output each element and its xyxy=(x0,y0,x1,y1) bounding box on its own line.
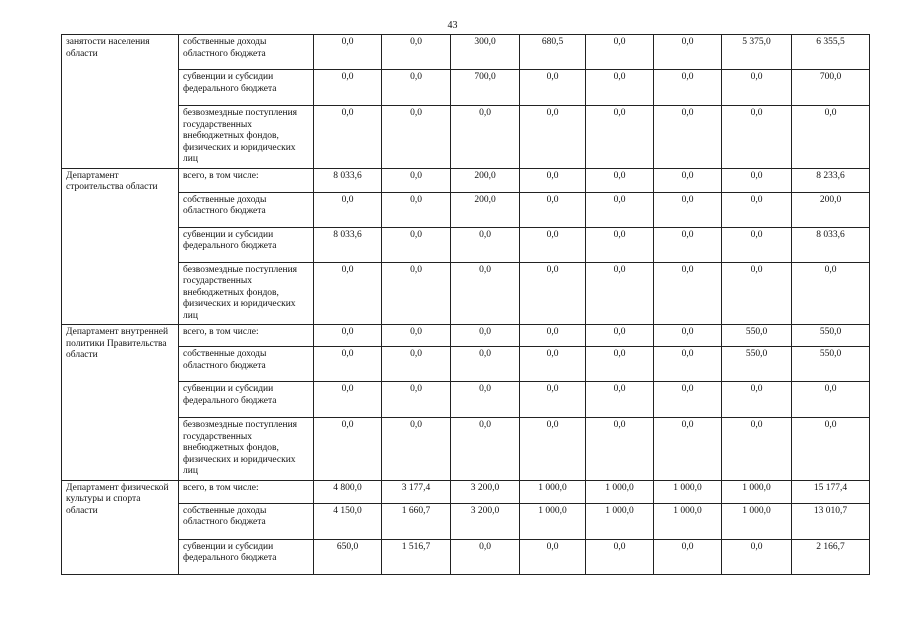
value-cell: 1 516,7 xyxy=(382,539,451,574)
value-cell: 0,0 xyxy=(722,418,792,481)
value-cell: 0,0 xyxy=(314,70,382,106)
value-cell: 700,0 xyxy=(792,70,870,106)
funding-source-cell: собственные доходы областного бюджета xyxy=(179,35,314,70)
department-cell: занятости населения области xyxy=(62,35,179,169)
table-row xyxy=(62,168,870,192)
value-cell: 0,0 xyxy=(654,192,722,227)
table-row xyxy=(62,325,870,347)
value-cell: 650,0 xyxy=(314,539,382,574)
funding-source-cell: безвозмездные поступления государственных внебюджетных фондов, физических и юридических лиц xyxy=(179,262,314,325)
value-cell: 0,0 xyxy=(314,262,382,325)
funding-source-cell: собственные доходы областного бюджета xyxy=(179,192,314,227)
value-cell: 0,0 xyxy=(654,70,722,106)
value-cell: 8 033,6 xyxy=(792,227,870,262)
table-row xyxy=(62,227,870,262)
value-cell: 0,0 xyxy=(792,106,870,169)
funding-source-cell: собственные доходы областного бюджета xyxy=(179,503,314,539)
value-cell: 3 200,0 xyxy=(451,503,520,539)
value-cell: 0,0 xyxy=(451,227,520,262)
value-cell: 0,0 xyxy=(792,418,870,481)
department-cell: Департамент внутренней политики Правительства области xyxy=(62,325,179,481)
value-cell: 1 000,0 xyxy=(586,480,654,503)
value-cell: 1 000,0 xyxy=(722,480,792,503)
value-cell: 13 010,7 xyxy=(792,503,870,539)
value-cell: 0,0 xyxy=(654,168,722,192)
value-cell: 4 800,0 xyxy=(314,480,382,503)
value-cell: 6 355,5 xyxy=(792,35,870,70)
table-row xyxy=(62,262,870,325)
value-cell: 1 000,0 xyxy=(654,480,722,503)
value-cell: 0,0 xyxy=(314,192,382,227)
value-cell: 0,0 xyxy=(654,325,722,347)
value-cell: 0,0 xyxy=(520,382,586,418)
value-cell: 0,0 xyxy=(451,382,520,418)
value-cell: 0,0 xyxy=(382,418,451,481)
funding-source-cell: безвозмездные поступления государственных внебюджетных фондов, физических и юридических лиц xyxy=(179,106,314,169)
value-cell: 8 033,6 xyxy=(314,227,382,262)
value-cell: 0,0 xyxy=(451,347,520,382)
funding-source-cell: субвенции и субсидии федерального бюджета xyxy=(179,70,314,106)
value-cell: 4 150,0 xyxy=(314,503,382,539)
value-cell: 0,0 xyxy=(314,382,382,418)
value-cell: 0,0 xyxy=(654,35,722,70)
value-cell: 0,0 xyxy=(451,262,520,325)
value-cell: 0,0 xyxy=(654,262,722,325)
table-row xyxy=(62,503,870,539)
value-cell: 0,0 xyxy=(722,262,792,325)
value-cell: 550,0 xyxy=(722,347,792,382)
value-cell: 550,0 xyxy=(792,347,870,382)
value-cell: 0,0 xyxy=(654,227,722,262)
table-row xyxy=(62,35,870,70)
value-cell: 0,0 xyxy=(586,70,654,106)
value-cell: 0,0 xyxy=(520,106,586,169)
value-cell: 0,0 xyxy=(382,382,451,418)
value-cell: 1 000,0 xyxy=(722,503,792,539)
value-cell: 1 000,0 xyxy=(586,503,654,539)
value-cell: 0,0 xyxy=(654,347,722,382)
value-cell: 0,0 xyxy=(382,106,451,169)
funding-source-cell: собственные доходы областного бюджета xyxy=(179,347,314,382)
value-cell: 0,0 xyxy=(520,262,586,325)
value-cell: 0,0 xyxy=(382,325,451,347)
value-cell: 0,0 xyxy=(586,262,654,325)
value-cell: 0,0 xyxy=(520,168,586,192)
value-cell: 0,0 xyxy=(722,168,792,192)
value-cell: 0,0 xyxy=(586,35,654,70)
table-row xyxy=(62,192,870,227)
value-cell: 0,0 xyxy=(792,262,870,325)
budget-table xyxy=(61,34,870,575)
value-cell: 0,0 xyxy=(382,347,451,382)
value-cell: 0,0 xyxy=(586,106,654,169)
value-cell: 200,0 xyxy=(451,168,520,192)
value-cell: 0,0 xyxy=(520,539,586,574)
value-cell: 0,0 xyxy=(722,70,792,106)
table-row xyxy=(62,347,870,382)
value-cell: 700,0 xyxy=(451,70,520,106)
value-cell: 0,0 xyxy=(586,227,654,262)
value-cell: 0,0 xyxy=(792,382,870,418)
value-cell: 200,0 xyxy=(451,192,520,227)
value-cell: 0,0 xyxy=(314,35,382,70)
table-row xyxy=(62,382,870,418)
value-cell: 0,0 xyxy=(722,106,792,169)
value-cell: 0,0 xyxy=(451,539,520,574)
table-row xyxy=(62,418,870,481)
table-body xyxy=(62,35,870,575)
funding-source-cell: субвенции и субсидии федерального бюджета xyxy=(179,382,314,418)
value-cell: 0,0 xyxy=(520,227,586,262)
value-cell: 0,0 xyxy=(654,382,722,418)
department-cell: Департамент строительства области xyxy=(62,168,179,325)
value-cell: 8 233,6 xyxy=(792,168,870,192)
funding-source-cell: всего, в том числе: xyxy=(179,480,314,503)
page-number: 43 xyxy=(447,20,458,31)
value-cell: 0,0 xyxy=(382,70,451,106)
value-cell: 550,0 xyxy=(792,325,870,347)
value-cell: 0,0 xyxy=(586,539,654,574)
value-cell: 0,0 xyxy=(722,539,792,574)
value-cell: 0,0 xyxy=(586,418,654,481)
value-cell: 0,0 xyxy=(382,168,451,192)
value-cell: 1 000,0 xyxy=(520,480,586,503)
value-cell: 0,0 xyxy=(451,418,520,481)
value-cell: 0,0 xyxy=(520,70,586,106)
value-cell: 3 177,4 xyxy=(382,480,451,503)
value-cell: 0,0 xyxy=(314,106,382,169)
value-cell: 0,0 xyxy=(382,227,451,262)
value-cell: 0,0 xyxy=(314,325,382,347)
value-cell: 0,0 xyxy=(382,192,451,227)
value-cell: 0,0 xyxy=(382,262,451,325)
table-row xyxy=(62,480,870,503)
table-row xyxy=(62,70,870,106)
value-cell: 3 200,0 xyxy=(451,480,520,503)
value-cell: 0,0 xyxy=(722,192,792,227)
value-cell: 0,0 xyxy=(586,347,654,382)
value-cell: 0,0 xyxy=(654,418,722,481)
value-cell: 0,0 xyxy=(586,192,654,227)
value-cell: 8 033,6 xyxy=(314,168,382,192)
table-row xyxy=(62,539,870,574)
value-cell: 0,0 xyxy=(314,418,382,481)
value-cell: 200,0 xyxy=(792,192,870,227)
value-cell: 0,0 xyxy=(451,325,520,347)
table-row xyxy=(62,106,870,169)
funding-source-cell: субвенции и субсидии федерального бюджета xyxy=(179,539,314,574)
value-cell: 2 166,7 xyxy=(792,539,870,574)
value-cell: 0,0 xyxy=(586,382,654,418)
value-cell: 0,0 xyxy=(586,325,654,347)
value-cell: 0,0 xyxy=(520,325,586,347)
department-cell: Департамент физической культуры и спорта области xyxy=(62,480,179,574)
value-cell: 0,0 xyxy=(451,106,520,169)
funding-source-cell: всего, в том числе: xyxy=(179,168,314,192)
value-cell: 550,0 xyxy=(722,325,792,347)
value-cell: 0,0 xyxy=(520,347,586,382)
value-cell: 0,0 xyxy=(520,192,586,227)
funding-source-cell: всего, в том числе: xyxy=(179,325,314,347)
value-cell: 1 000,0 xyxy=(520,503,586,539)
value-cell: 1 660,7 xyxy=(382,503,451,539)
value-cell: 0,0 xyxy=(382,35,451,70)
value-cell: 1 000,0 xyxy=(654,503,722,539)
value-cell: 15 177,4 xyxy=(792,480,870,503)
funding-source-cell: безвозмездные поступления государственных внебюджетных фондов, физических и юридических лиц xyxy=(179,418,314,481)
value-cell: 0,0 xyxy=(654,539,722,574)
value-cell: 0,0 xyxy=(722,227,792,262)
value-cell: 0,0 xyxy=(654,106,722,169)
value-cell: 0,0 xyxy=(722,382,792,418)
value-cell: 300,0 xyxy=(451,35,520,70)
value-cell: 0,0 xyxy=(586,168,654,192)
value-cell: 0,0 xyxy=(520,418,586,481)
value-cell: 0,0 xyxy=(314,347,382,382)
value-cell: 5 375,0 xyxy=(722,35,792,70)
value-cell: 680,5 xyxy=(520,35,586,70)
funding-source-cell: субвенции и субсидии федерального бюджета xyxy=(179,227,314,262)
